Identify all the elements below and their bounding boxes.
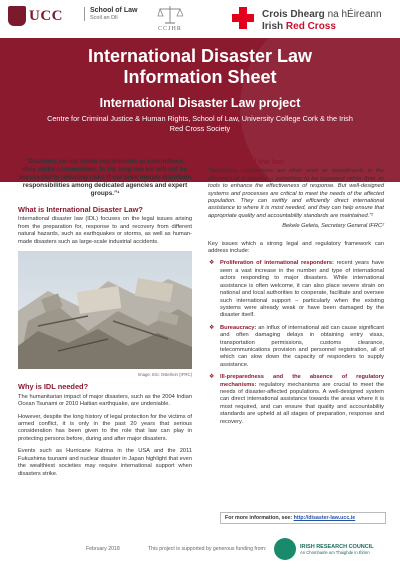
earthquake-rubble-photo bbox=[18, 251, 192, 369]
list-item bbox=[208, 325, 384, 369]
irish-research-council-logo bbox=[274, 538, 374, 560]
ifrc-quote: “Regulatory mechanisms are often seen as impediments in the aftermath of a disaster – something to be bypassed rather than as tools to enhance the effectiveness of response. But well-designed systems and processes are critical to meet the needs of the affected population. They can swiftly and efficiently direct international assistance to where it is most needed, and they can help ensure that appropriate quality and accountability standards are maintained.”² bbox=[208, 168, 384, 219]
irc-line2-red: Red Cross bbox=[285, 21, 336, 32]
school-line1: School of Law bbox=[90, 7, 138, 14]
page-title bbox=[0, 46, 400, 88]
ucc-crest-icon bbox=[8, 6, 26, 26]
title-line2: Information Sheet bbox=[123, 67, 277, 87]
more-info-box bbox=[220, 512, 386, 524]
footer-date: February 2018 bbox=[86, 546, 120, 552]
what-is-idl-text: International disaster law (IDL) focuses on the legal issues arising from the preparation for, response to and recovery from different natural hazards, such as earthquakes or storms, as well as human-made disasters such as large-scale industrial accidents. bbox=[18, 216, 192, 245]
more-info-label: For more information, see: bbox=[225, 515, 294, 521]
irc-symbol-icon bbox=[274, 538, 296, 560]
list-item bbox=[208, 260, 384, 319]
footer bbox=[0, 534, 400, 566]
why-paragraph-2: However, despite the long history of legal protection for the victims of armed conflict, it is only in the past 20 years that serious consideration has been given to the role that law can play in protecting persons before, during and after major disasters. bbox=[18, 413, 192, 442]
right-column bbox=[208, 158, 384, 431]
school-of-law-logo bbox=[84, 7, 137, 21]
red-cross-icon bbox=[232, 7, 254, 29]
bullet-text: recent years have seen a vast increase in the number and type of international actors responding to major disasters. While international assistance is often welcome, it can also place severe strain on national and local authorities to cooperate, facilitate and oversee such international support – particularly when the existing systems were already weak or have been damaged by the disaster itself. bbox=[220, 260, 384, 319]
why-paragraph-3: Events such as Hurricane Katrina in the USA and the 2011 Fukushima tsunami and nuclear disaster in Japan highlight that even the wealthiest societies may require international support when disasters strike. bbox=[18, 448, 192, 477]
scales-of-justice-icon bbox=[157, 4, 183, 26]
ucc-logo-text: UCC bbox=[29, 7, 63, 24]
irc-line1-bold: Crois Dhearg bbox=[262, 9, 328, 20]
bullet-text: regulatory mechanisms are crucial to meet the needs of disaster-affected populations. A well-designed system can direct international assistance towards the areas where it is most required, and can ensure that quality and accountability standards are upheld at all stages of preparation, response and recovery. bbox=[220, 381, 384, 425]
list-item bbox=[208, 374, 384, 426]
bullet-text: an influx of international aid can cause significant and often damaging delays in obtaining entry visas, transportation permissions, customs clearance, telecommunications provision and personnel registration, all of which can slow down the capacity of responders to supply assistance. bbox=[220, 324, 384, 368]
title-line1: International Disaster Law bbox=[87, 46, 313, 66]
school-line2: Scoil an Dlí bbox=[90, 15, 118, 21]
project-title: International Disaster Law project bbox=[99, 96, 301, 110]
bullet-title: Proliferation of international responders: bbox=[220, 260, 334, 267]
more-info-link[interactable]: http://disaster-law.ucc.ie bbox=[293, 515, 356, 521]
bullet-title: Ill-preparedness and the absence of regulatory mechanisms: bbox=[220, 374, 384, 388]
footer-funding-text: This project is supported by generous funding from: bbox=[148, 546, 267, 552]
disasters-law-heading: Disasters and the law bbox=[208, 157, 284, 166]
ccjhr-logo bbox=[152, 4, 188, 32]
irc-line1-normal: na hÉireann bbox=[327, 9, 382, 20]
key-issues-intro: Key issues which a strong legal and regulatory framework can address include: bbox=[208, 240, 384, 255]
why-paragraph-1: The humanitarian impact of major disasters, such as the 2004 Indian Ocean Tsunami or 2010 Haitian earthquake, are undeniable. bbox=[18, 393, 192, 408]
irc-name: IRISH RESEARCH COUNCIL bbox=[300, 543, 374, 550]
quote-attribution: Bekele Geleta, Secretary General IFRC² bbox=[282, 223, 384, 230]
why-idl-heading: Why is IDL needed? bbox=[18, 382, 89, 392]
bullet-title: Bureaucracy: bbox=[220, 324, 257, 331]
irc-line2-irish: Irish bbox=[262, 21, 286, 32]
left-column bbox=[18, 158, 192, 483]
image-caption: Image: Eric Osterlein (IFRC) bbox=[137, 372, 192, 378]
what-is-idl-heading: What is International Disaster Law? bbox=[18, 205, 143, 214]
irish-red-cross-logo bbox=[262, 9, 382, 32]
left-quote: “Disasters do not strike departments or committees, they strike communities. In the long run we will not be successful in reducing risks if our laws merely distribute responsibilities among dedicated agencies and expert groups.”¹ bbox=[18, 158, 192, 197]
ucc-logo bbox=[8, 6, 63, 26]
key-issues-list bbox=[208, 260, 384, 426]
irc-irish-name: An Chomhairle um Thaighde in Éirinn bbox=[300, 549, 370, 555]
logo-header bbox=[0, 0, 400, 38]
ccjhr-text: CCJHR bbox=[158, 26, 182, 32]
project-description: Centre for Criminal Justice & Human Rights, School of Law, University College Cork & the Irish Red Cross Society bbox=[47, 114, 353, 133]
